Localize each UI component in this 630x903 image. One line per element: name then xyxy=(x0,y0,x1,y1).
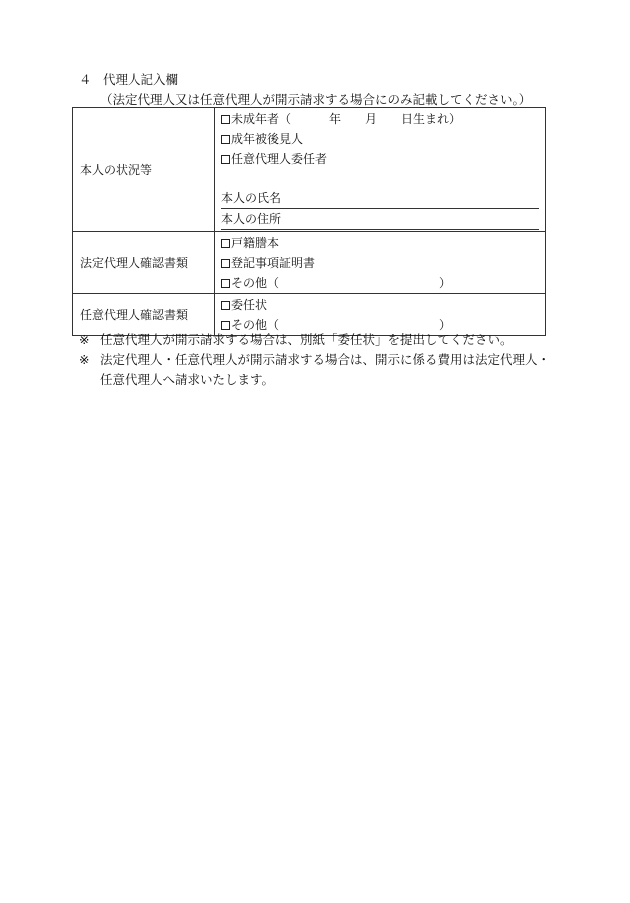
voluntary-docs-label: 任意代理人確認書類 xyxy=(73,294,215,336)
legal-docs-cell xyxy=(215,232,546,294)
year-label: 年 xyxy=(329,112,342,126)
option-legal-other: その他（ ） xyxy=(221,273,545,293)
legal-docs-row xyxy=(73,232,546,294)
principal-address-label: 本人の住所 xyxy=(221,212,282,226)
option-adult-ward: 成年被後見人 xyxy=(221,129,545,149)
section-note: （法定代理人又は任意代理人が開示請求する場合にのみ記載してください。） xyxy=(100,92,532,107)
option-registry-certificate: 登記事項証明書 xyxy=(221,253,545,273)
checkbox-voluntary-other[interactable] xyxy=(221,321,230,330)
birth-label: 日生まれ） xyxy=(401,112,462,126)
checkbox-voluntary-principal[interactable] xyxy=(221,155,230,164)
principal-name-field[interactable] xyxy=(221,189,539,209)
status-label: 本人の状況等 xyxy=(73,108,215,232)
checkbox-power-of-attorney[interactable] xyxy=(221,301,230,310)
option-power-of-attorney: 委任状 xyxy=(221,295,545,315)
principal-name-label: 本人の氏名 xyxy=(221,191,282,205)
principal-address-field[interactable] xyxy=(221,210,539,230)
status-cell xyxy=(215,108,546,232)
footnote-mark: ※ xyxy=(79,332,90,347)
checkbox-adult-ward[interactable] xyxy=(221,135,230,144)
checkbox-family-register[interactable] xyxy=(221,239,230,248)
legal-docs-label: 法定代理人確認書類 xyxy=(73,232,215,294)
footnote-1 xyxy=(79,330,559,350)
status-row xyxy=(73,108,546,232)
footnote-2 xyxy=(79,350,559,390)
checkbox-legal-other[interactable] xyxy=(221,279,230,288)
agent-form-table xyxy=(72,107,546,336)
footnote-text: 任意代理人が開示請求する場合は、別紙「委任状」を提出してください。 xyxy=(100,332,513,347)
footnote-mark: ※ xyxy=(79,352,90,367)
month-label: 月 xyxy=(365,112,378,126)
option-voluntary-principal: 任意代理人委任者 xyxy=(221,149,545,169)
checkbox-registry-certificate[interactable] xyxy=(221,259,230,268)
option-family-register: 戸籍謄本 xyxy=(221,233,545,253)
option-voluntary-other: その他（ ） xyxy=(221,315,545,335)
section-number: ４ xyxy=(79,72,92,87)
checkbox-minor[interactable] xyxy=(221,115,230,124)
section-heading xyxy=(79,70,178,88)
option-minor: 未成年者（ 年 月 日生まれ） xyxy=(221,109,545,129)
footnote-text: 法定代理人・任意代理人が開示請求する場合は、開示に係る費用は法定代理人・任意代理人へ請求いたします。 xyxy=(100,352,551,387)
section-title: 代理人記入欄 xyxy=(103,72,179,87)
